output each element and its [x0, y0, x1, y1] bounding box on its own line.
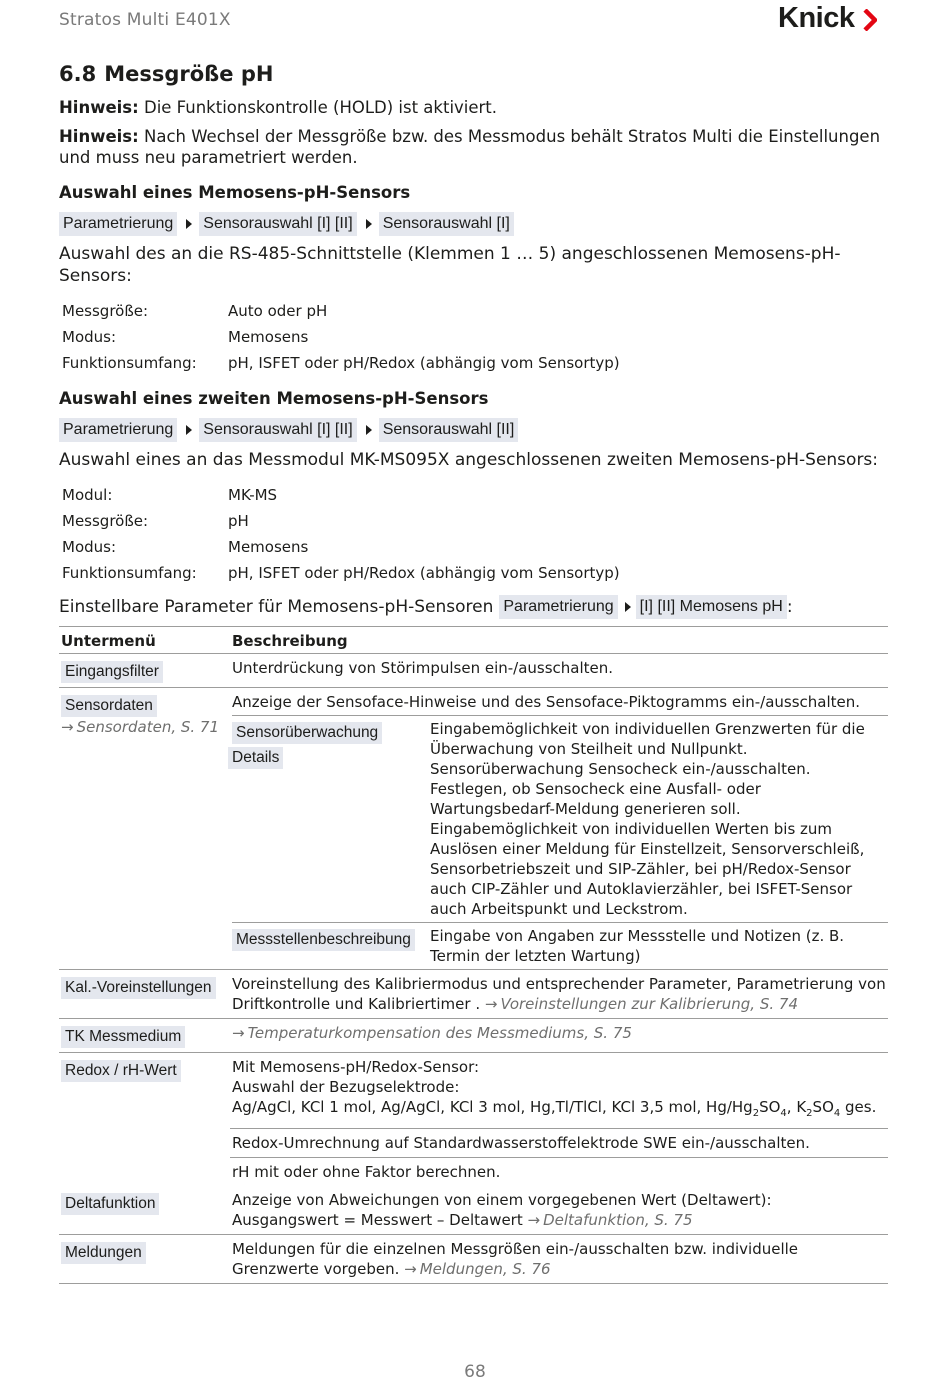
submenu-chip: TK Messmedium [61, 1026, 185, 1048]
chevron-right-icon [863, 9, 877, 31]
menu-path [59, 418, 888, 442]
logo-text: Knick [778, 2, 855, 34]
setting-value: pH [228, 512, 249, 530]
note-label: Hinweis: [59, 127, 139, 146]
description-cell [230, 1235, 888, 1284]
setting-value: Memosens [228, 538, 309, 556]
submenu-chip: Messstellenbeschreibung [232, 929, 415, 951]
setting-key: Messgröße: [62, 302, 149, 320]
setting-value: Auto oder pH [228, 302, 328, 320]
setting-key: Funktionsumfang: [62, 354, 197, 372]
description-cell: Unterdrückung von Störimpulsen ein-/ausschalten. [230, 654, 888, 688]
description-text: Mit Memosens-pH/Redox-Sensor: [232, 1058, 480, 1076]
cross-reference[interactable] [485, 995, 798, 1013]
setting-key: Modus: [62, 328, 117, 346]
sub-row [232, 923, 888, 970]
xref-arrow-icon: → [232, 1024, 245, 1042]
column-header-submenu: Untermenü [59, 627, 230, 654]
sub-description: Eingabemöglichkeit von individuellen Grenzwerten für die Überwachung von Steilheit und Nullpunkt. [430, 720, 865, 758]
setting-value: pH, ISFET oder pH/Redox (abhängig vom Sensortyp) [228, 564, 620, 582]
setting-value: pH, ISFET oder pH/Redox (abhängig vom Sensortyp) [228, 354, 620, 372]
menu-path-item: Sensorauswahl [I] [II] [199, 418, 356, 442]
setting-value: Memosens [228, 328, 309, 346]
params-intro: Einstellbare Parameter für Memosens-pH-Sensoren [59, 597, 494, 617]
setting-row [59, 482, 888, 508]
setting-row [59, 298, 888, 324]
subscript: 2 [752, 1108, 760, 1119]
sensor1-heading: Auswahl eines Memosens-pH-Sensors [59, 183, 411, 202]
path-arrow-icon [366, 425, 372, 435]
cross-reference[interactable] [61, 718, 219, 736]
setting-row [59, 508, 888, 534]
sensor2-heading: Auswahl eines zweiten Memosens-pH-Sensors [59, 389, 489, 408]
cross-reference[interactable] [232, 1024, 632, 1042]
submenu-chip: Deltafunktion [61, 1193, 159, 1215]
cross-reference[interactable] [404, 1260, 550, 1278]
subscript: 4 [833, 1108, 841, 1119]
setting-row [59, 324, 888, 350]
formula-part: ges. [840, 1098, 877, 1116]
description-text: Voreinstellung des Kalibriermodus und entsprechender Parameter, Parametrierung von Driftkontrolle und Kalibriertimer . [232, 975, 886, 1013]
column-header-description: Beschreibung [230, 627, 888, 654]
submenu-chip: Kal.-Voreinstellungen [61, 977, 216, 999]
knick-logo [778, 2, 877, 35]
sensor2-settings [59, 482, 888, 586]
xref-arrow-icon: → [61, 718, 74, 736]
xref-text: Deltafunktion, S. 75 [543, 1211, 693, 1229]
description-text: Anzeige von Abweichungen von einem vorgegebenen Wert (Deltawert): [232, 1191, 772, 1209]
section-title [59, 62, 888, 86]
cross-reference[interactable] [528, 1211, 693, 1229]
setting-row [59, 350, 888, 376]
menu-path [59, 212, 888, 236]
setting-value: MK-MS [228, 486, 278, 504]
xref-text: Sensordaten, S. 71 [76, 718, 220, 736]
menu-path-item: Sensorauswahl [II] [379, 418, 519, 442]
menu-path-item: Parametrierung [499, 595, 617, 619]
sensor1-settings [59, 298, 888, 376]
table-row [59, 1186, 888, 1235]
menu-path-item: Parametrierung [59, 212, 177, 236]
formula-part: SO [812, 1098, 834, 1116]
sub-row [232, 716, 888, 923]
description-cell [230, 1053, 888, 1129]
table-row [59, 1235, 888, 1284]
page-content [59, 62, 888, 1284]
note-label: Hinweis: [59, 98, 139, 117]
menu-path-item: Parametrierung [59, 418, 177, 442]
page-number: 68 [464, 1362, 486, 1382]
description-cell: Anzeige der Sensoface-Hinweise und des Sensoface-Piktogramms ein-/ausschalten. [232, 692, 888, 716]
formula-part: SO [759, 1098, 781, 1116]
section-number: 6.8 [59, 62, 97, 86]
setting-key: Messgröße: [62, 512, 149, 530]
description-cell [230, 1186, 888, 1235]
table-row [59, 688, 888, 970]
menu-path-item: Sensorauswahl [I] [379, 212, 514, 236]
note [59, 97, 888, 118]
section-name: Messgröße pH [104, 62, 274, 86]
menu-path-item: Sensorauswahl [I] [II] [199, 212, 356, 236]
note-text: Die Funktionskontrolle (HOLD) ist aktiviert. [143, 98, 498, 117]
path-arrow-icon [625, 602, 631, 612]
description-text [232, 1210, 888, 1230]
xref-text: Temperaturkompensation des Messmediums, S. 75 [247, 1024, 632, 1042]
description-cell: rH mit oder ohne Faktor berechnen. [232, 1163, 501, 1181]
params-intro-line [59, 594, 888, 620]
sensordaten-subtable [232, 716, 888, 969]
submenu-chip: Sensorüberwachung [232, 722, 382, 744]
description-text: Meldungen für die einzelnen Messgrößen ein-/ausschalten bzw. individuelle Grenzwerte vorgeben. [232, 1240, 799, 1278]
setting-key: Modul: [62, 486, 113, 504]
sensor1-description: Auswahl des an die RS-485-Schnittstelle (Klemmen 1 … 5) angeschlossenen Memosens-pH-Sensors: [59, 244, 841, 286]
description-cell [230, 970, 888, 1019]
sensor2-description: Auswahl eines an das Messmodul MK-MS095X angeschlossenen zweiten Memosens-pH-Sensors: [59, 450, 879, 470]
xref-arrow-icon: → [484, 995, 498, 1013]
setting-row [59, 560, 888, 586]
xref-text: Voreinstellungen zur Kalibrierung, S. 74 [500, 995, 798, 1013]
table-header-row [59, 627, 888, 654]
table-row [59, 1053, 888, 1129]
path-arrow-icon [186, 219, 192, 229]
submenu-chip: Redox / rH-Wert [61, 1060, 181, 1082]
formula-part: , K [786, 1098, 807, 1116]
table-row [59, 1019, 888, 1053]
setting-key: Funktionsumfang: [62, 564, 197, 582]
description-text: Auswahl der Bezugselektrode: [232, 1078, 460, 1096]
xref-text: Meldungen, S. 76 [419, 1260, 551, 1278]
sub-description: Eingabe von Angaben zur Messstelle und Notizen (z. B. Termin der letzten Wartung) [430, 927, 845, 965]
note-text: Nach Wechsel der Messgröße bzw. des Messmodus behält Stratos Multi die Einstellungen und muss neu parametriert werden. [59, 127, 881, 167]
xref-arrow-icon: → [404, 1260, 417, 1278]
formula-text: Ausgangswert = Messwert – Deltawert [232, 1211, 523, 1229]
submenu-chip: Eingangsfilter [61, 661, 163, 683]
subscript: 4 [780, 1108, 787, 1119]
setting-key: Modus: [62, 538, 117, 556]
submenu-chip: Sensordaten [61, 695, 157, 717]
xref-arrow-icon: → [527, 1211, 541, 1229]
sub-description: Sensorüberwachung Sensocheck ein-/ausschalten. Festlegen, ob Sensocheck eine Ausfall- oder Wartungsbedarf-Meldung generieren soll. [430, 760, 811, 818]
path-arrow-icon [366, 219, 372, 229]
parameter-table [59, 626, 888, 1284]
note [59, 126, 888, 168]
colon: : [786, 597, 793, 617]
submenu-chip: Details [228, 747, 283, 769]
table-row [59, 970, 888, 1019]
subscript: 2 [806, 1108, 813, 1119]
table-row [59, 654, 888, 688]
menu-path-item: [I] [II] Memosens pH [636, 595, 787, 619]
description-cell [230, 1019, 888, 1053]
sub-description: Eingabemöglichkeit von individuellen Werten bis zum Auslösen einer Meldung für Einstellzeit, Sensorverschleiß, Sensorbetriebszeit und SIP-Zähler, bei pH/Redox-Sensor auch CIP-Zähler und Autoklavierzähler, bei ISFET-Sensor auch Arbeitspunkt und Leckstrom. [430, 820, 865, 918]
document-header-title: Stratos Multi E401X [59, 10, 231, 30]
setting-row [59, 534, 888, 560]
submenu-chip: Meldungen [61, 1242, 146, 1264]
description-text [232, 1097, 888, 1124]
description-cell: Redox-Umrechnung auf Standardwasserstoffelektrode SWE ein-/ausschalten. [230, 1129, 888, 1158]
formula-part: Ag/AgCl, KCl 1 mol, Ag/AgCl, KCl 3 mol, Hg,Tl/TlCl, KCl 3,5 mol, Hg/Hg [232, 1098, 753, 1116]
path-arrow-icon [186, 425, 192, 435]
